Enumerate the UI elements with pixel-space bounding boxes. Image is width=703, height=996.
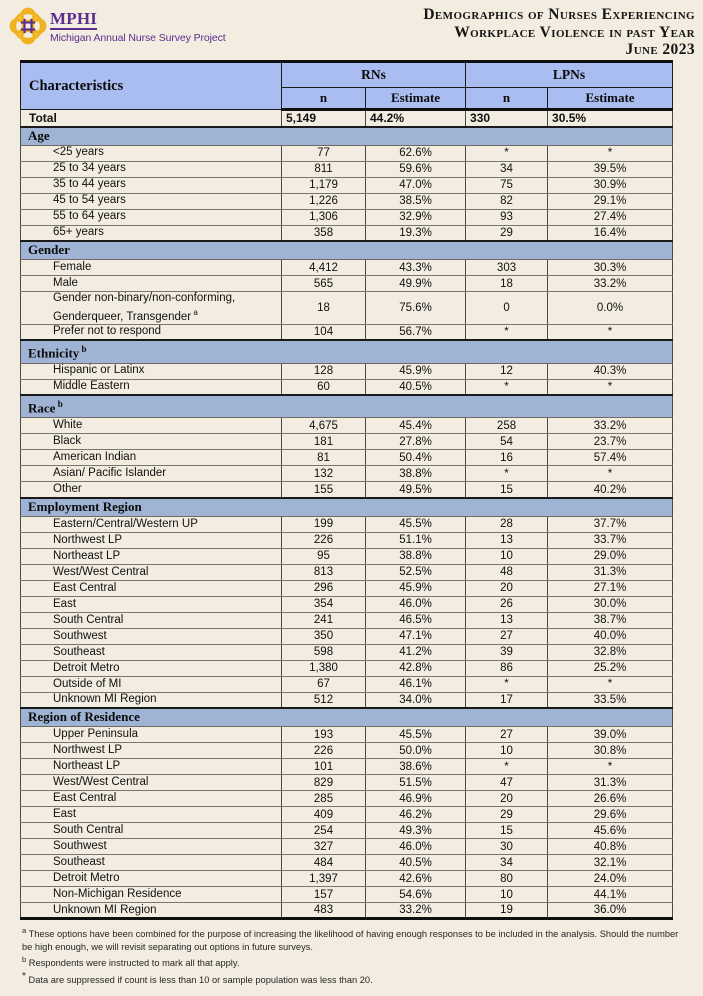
cell-rn-n: 1,179 <box>282 177 366 193</box>
table-row <box>21 580 673 596</box>
row-label: East <box>21 596 282 612</box>
footnote-text: Data are suppressed if count is less than 10 or sample population was less than 20. <box>25 974 373 985</box>
cell-lpn-n: 10 <box>466 887 548 903</box>
cell-rn-n: 1,306 <box>282 209 366 225</box>
cell-rn-n: 409 <box>282 807 366 823</box>
cell-lpn-estimate: 33.5% <box>548 692 673 708</box>
cell-lpn-estimate: * <box>548 379 673 395</box>
row-label: East <box>21 807 282 823</box>
cell-rn-estimate: 46.0% <box>366 596 466 612</box>
cell-rn-n: 60 <box>282 379 366 395</box>
cell-lpn-n: 29 <box>466 807 548 823</box>
row-label: Other <box>21 482 282 498</box>
cell-rn-n: 226 <box>282 532 366 548</box>
cell-lpn-estimate: 40.0% <box>548 628 673 644</box>
footnote <box>22 925 682 953</box>
cell-rn-n: 813 <box>282 564 366 580</box>
section-title: Gender <box>21 241 673 260</box>
cell-rn-estimate: 50.4% <box>366 450 466 466</box>
table-row <box>21 482 673 498</box>
cell-rn-n: 512 <box>282 692 366 708</box>
table-row <box>21 276 673 292</box>
footnote <box>22 954 682 970</box>
cell-lpn-n: 82 <box>466 193 548 209</box>
footnotes-block <box>22 925 682 987</box>
table-head <box>21 62 673 110</box>
row-label: 55 to 64 years <box>21 209 282 225</box>
cell-rn-n: 157 <box>282 887 366 903</box>
row-label: American Indian <box>21 450 282 466</box>
row-label: Outside of MI <box>21 676 282 692</box>
table-row <box>21 379 673 395</box>
cell-lpn-n: * <box>466 676 548 692</box>
footnote-marker: a <box>22 926 27 935</box>
cell-rn-estimate: 56.7% <box>366 324 466 340</box>
cell-rn-estimate: 54.6% <box>366 887 466 903</box>
cell-rn-estimate: 45.4% <box>366 418 466 434</box>
table-row <box>21 363 673 379</box>
cell-rn-estimate: 46.2% <box>366 807 466 823</box>
cell-rn-n: 67 <box>282 676 366 692</box>
table-row <box>21 692 673 708</box>
cell-lpn-n: 93 <box>466 209 548 225</box>
row-label: Hispanic or Latinx <box>21 363 282 379</box>
table-row <box>21 676 673 692</box>
page-title-line1: Demographics of Nurses Experiencing <box>423 6 695 23</box>
cell-rn-estimate: 34.0% <box>366 692 466 708</box>
cell-rn-estimate: 45.9% <box>366 363 466 379</box>
table-row <box>21 532 673 548</box>
table-row <box>21 450 673 466</box>
cell-rn-n: 829 <box>282 775 366 791</box>
row-label: Unknown MI Region <box>21 903 282 919</box>
cell-lpn-estimate: 31.3% <box>548 775 673 791</box>
cell-rn-estimate: 38.5% <box>366 193 466 209</box>
table-row <box>21 466 673 482</box>
cell-lpn-n: 27 <box>466 628 548 644</box>
cell-rn-n: 77 <box>282 145 366 161</box>
cell-rn-estimate: 33.2% <box>366 903 466 919</box>
cell-lpn-n: 75 <box>466 177 548 193</box>
cell-lpn-estimate: * <box>548 676 673 692</box>
mphi-knot-logo-icon <box>8 6 48 46</box>
cell-lpn-n: 30 <box>466 839 548 855</box>
page-title <box>423 7 695 58</box>
cell-lpn-estimate: 38.7% <box>548 612 673 628</box>
cell-lpn-estimate: 40.8% <box>548 839 673 855</box>
cell-lpn-estimate: 57.4% <box>548 450 673 466</box>
row-label: Northeast LP <box>21 548 282 564</box>
column-header-lpn-estimate: Estimate <box>548 88 673 110</box>
cell-lpn-estimate: 29.1% <box>548 193 673 209</box>
cell-lpn-estimate: 23.7% <box>548 434 673 450</box>
cell-lpn-estimate: 33.7% <box>548 532 673 548</box>
cell-lpn-n: 18 <box>466 276 548 292</box>
footnote-text: These options have been combined for the purpose of increasing the likelihood of having enough responses to be included in the analysis. Should the number be high enough, we will revisit separating out options in future surveys. <box>22 929 679 952</box>
cell-rn-n: 81 <box>282 450 366 466</box>
cell-lpn-estimate: 30.9% <box>548 177 673 193</box>
cell-rn-estimate: 42.8% <box>366 660 466 676</box>
table-section-header <box>21 127 673 146</box>
cell-lpn-n: 13 <box>466 532 548 548</box>
cell-rn-n: 4,675 <box>282 418 366 434</box>
cell-rn-estimate: 49.3% <box>366 823 466 839</box>
cell-lpn-estimate: 45.6% <box>548 823 673 839</box>
cell-lpn-estimate: 33.2% <box>548 276 673 292</box>
row-label: Asian/ Pacific Islander <box>21 466 282 482</box>
cell-rn-n: 199 <box>282 516 366 532</box>
footnote-text: Respondents were instructed to mark all that apply. <box>26 958 240 969</box>
cell-rn-n: 193 <box>282 727 366 743</box>
cell-rn-n: 132 <box>282 466 366 482</box>
row-label: Southeast <box>21 855 282 871</box>
table-row-total <box>21 110 673 127</box>
section-title: Age <box>21 127 673 146</box>
cell-rn-estimate: 52.5% <box>366 564 466 580</box>
section-title: Region of Residence <box>21 708 673 727</box>
table-row <box>21 145 673 161</box>
cell-lpn-n: 80 <box>466 871 548 887</box>
footnote <box>22 971 682 987</box>
cell-rn-estimate: 49.9% <box>366 276 466 292</box>
row-label: Detroit Metro <box>21 660 282 676</box>
cell-rn-n: 241 <box>282 612 366 628</box>
cell-lpn-estimate: 39.5% <box>548 161 673 177</box>
section-title: Ethnicity $^b$ <box>21 340 673 363</box>
cell-lpn-n: 20 <box>466 791 548 807</box>
table-section-header <box>21 498 673 517</box>
row-label: Eastern/Central/Western UP <box>21 516 282 532</box>
brand-text <box>50 6 226 44</box>
column-header-rn-estimate: Estimate <box>366 88 466 110</box>
cell-lpn-estimate: 31.3% <box>548 564 673 580</box>
cell-rn-n: 95 <box>282 548 366 564</box>
table-row <box>21 807 673 823</box>
row-label: <25 years <box>21 145 282 161</box>
row-label: South Central <box>21 612 282 628</box>
cell-lpn-estimate: 44.1% <box>548 887 673 903</box>
table-row <box>21 871 673 887</box>
brand-block <box>8 6 226 46</box>
cell-rn-n: 483 <box>282 903 366 919</box>
column-header-lpn-n: n <box>466 88 548 110</box>
cell-lpn-estimate: 29.6% <box>548 807 673 823</box>
cell-rn-estimate: 27.8% <box>366 434 466 450</box>
table-row <box>21 759 673 775</box>
cell-rn-n: 565 <box>282 276 366 292</box>
cell-lpn-n: 12 <box>466 363 548 379</box>
table-section-header <box>21 340 673 363</box>
cell-lpn-estimate: 30.5% <box>548 110 673 127</box>
cell-rn-n: 354 <box>282 596 366 612</box>
cell-lpn-estimate: 30.0% <box>548 596 673 612</box>
row-label: Detroit Metro <box>21 871 282 887</box>
row-label: Southwest <box>21 839 282 855</box>
cell-rn-n: 254 <box>282 823 366 839</box>
table-row <box>21 292 673 325</box>
cell-rn-estimate: 44.2% <box>366 110 466 127</box>
cell-lpn-estimate: 16.4% <box>548 225 673 241</box>
cell-rn-estimate: 62.6% <box>366 145 466 161</box>
cell-lpn-n: 26 <box>466 596 548 612</box>
cell-rn-estimate: 51.1% <box>366 532 466 548</box>
cell-lpn-n: 19 <box>466 903 548 919</box>
cell-lpn-n: 28 <box>466 516 548 532</box>
cell-lpn-n: 54 <box>466 434 548 450</box>
row-label: 45 to 54 years <box>21 193 282 209</box>
cell-lpn-n: 10 <box>466 743 548 759</box>
cell-lpn-n: 47 <box>466 775 548 791</box>
table-row <box>21 209 673 225</box>
row-label: Middle Eastern <box>21 379 282 395</box>
table-row <box>21 727 673 743</box>
cell-lpn-n: 34 <box>466 855 548 871</box>
row-label: Upper Peninsula <box>21 727 282 743</box>
cell-lpn-estimate: * <box>548 466 673 482</box>
row-label: South Central <box>21 823 282 839</box>
cell-lpn-n: 48 <box>466 564 548 580</box>
cell-rn-estimate: 50.0% <box>366 743 466 759</box>
cell-rn-n: 4,412 <box>282 260 366 276</box>
row-label: East Central <box>21 791 282 807</box>
cell-lpn-n: 16 <box>466 450 548 466</box>
cell-rn-n: 598 <box>282 644 366 660</box>
row-label: West/West Central <box>21 564 282 580</box>
page-title-line3: June 2023 <box>625 41 695 58</box>
cell-lpn-n: * <box>466 379 548 395</box>
table-row <box>21 743 673 759</box>
cell-lpn-n: 86 <box>466 660 548 676</box>
cell-lpn-estimate: * <box>548 324 673 340</box>
cell-lpn-n: 20 <box>466 580 548 596</box>
table-row <box>21 612 673 628</box>
row-label: Total <box>21 110 282 127</box>
cell-lpn-estimate: 32.8% <box>548 644 673 660</box>
cell-rn-estimate: 41.2% <box>366 644 466 660</box>
cell-lpn-n: * <box>466 759 548 775</box>
table-head-row-groups <box>21 62 673 88</box>
row-label: Northeast LP <box>21 759 282 775</box>
footnote-marker: * <box>22 970 26 982</box>
cell-lpn-estimate: 30.3% <box>548 260 673 276</box>
cell-rn-n: 358 <box>282 225 366 241</box>
section-footnote-marker: b <box>79 344 87 355</box>
cell-rn-estimate: 46.1% <box>366 676 466 692</box>
cell-lpn-estimate: 26.6% <box>548 791 673 807</box>
cell-lpn-n: 34 <box>466 161 548 177</box>
row-label: 25 to 34 years <box>21 161 282 177</box>
cell-rn-n: 101 <box>282 759 366 775</box>
cell-rn-n: 285 <box>282 791 366 807</box>
table-row <box>21 839 673 855</box>
row-label: Non-Michigan Residence <box>21 887 282 903</box>
cell-lpn-n: 15 <box>466 482 548 498</box>
row-label: Northwest LP <box>21 532 282 548</box>
cell-rn-estimate: 40.5% <box>366 855 466 871</box>
table-row <box>21 193 673 209</box>
cell-lpn-n: 330 <box>466 110 548 127</box>
cell-lpn-n: 29 <box>466 225 548 241</box>
cell-lpn-estimate: * <box>548 759 673 775</box>
demographics-table-container <box>20 60 672 920</box>
cell-rn-n: 128 <box>282 363 366 379</box>
cell-rn-estimate: 46.9% <box>366 791 466 807</box>
table-row <box>21 177 673 193</box>
row-label: East Central <box>21 580 282 596</box>
cell-rn-n: 350 <box>282 628 366 644</box>
table-body <box>21 110 673 919</box>
cell-lpn-n: * <box>466 466 548 482</box>
cell-rn-n: 226 <box>282 743 366 759</box>
row-label: Southwest <box>21 628 282 644</box>
cell-rn-n: 1,397 <box>282 871 366 887</box>
table-row <box>21 418 673 434</box>
section-title: Employment Region <box>21 498 673 517</box>
row-label: Unknown MI Region <box>21 692 282 708</box>
cell-lpn-n: * <box>466 145 548 161</box>
table-row <box>21 887 673 903</box>
cell-lpn-n: 258 <box>466 418 548 434</box>
cell-lpn-estimate: 32.1% <box>548 855 673 871</box>
section-footnote-marker: b <box>55 399 63 410</box>
row-label: Prefer not to respond <box>21 324 282 340</box>
row-label: Southeast <box>21 644 282 660</box>
cell-lpn-estimate: 33.2% <box>548 418 673 434</box>
table-row <box>21 260 673 276</box>
footnote-marker: b <box>22 955 27 965</box>
cell-rn-estimate: 42.6% <box>366 871 466 887</box>
row-label: West/West Central <box>21 775 282 791</box>
column-header-characteristics: Characteristics <box>21 62 282 110</box>
cell-lpn-n: 0 <box>466 292 548 325</box>
cell-lpn-n: 39 <box>466 644 548 660</box>
row-label: Female <box>21 260 282 276</box>
cell-rn-estimate: 45.5% <box>366 516 466 532</box>
page-title-line2: Workplace Violence in past Year <box>454 23 695 41</box>
cell-rn-estimate: 49.5% <box>366 482 466 498</box>
row-label: Northwest LP <box>21 743 282 759</box>
cell-rn-estimate: 46.0% <box>366 839 466 855</box>
cell-rn-estimate: 45.9% <box>366 580 466 596</box>
brand-tagline: Michigan Annual Nurse Survey Project <box>50 32 226 44</box>
cell-lpn-estimate: 29.0% <box>548 548 673 564</box>
cell-lpn-estimate: 30.8% <box>548 743 673 759</box>
table-section-header <box>21 708 673 727</box>
row-label: Gender non-binary/non-conforming, Genderqueer, Transgender $^a$ <box>21 292 282 325</box>
cell-rn-n: 18 <box>282 292 366 325</box>
cell-rn-n: 327 <box>282 839 366 855</box>
cell-lpn-n: 17 <box>466 692 548 708</box>
cell-lpn-estimate: 39.0% <box>548 727 673 743</box>
row-label: Black <box>21 434 282 450</box>
row-label: 35 to 44 years <box>21 177 282 193</box>
cell-lpn-estimate: 27.4% <box>548 209 673 225</box>
brand-acronym: MPHI <box>50 9 98 28</box>
cell-lpn-estimate: 27.1% <box>548 580 673 596</box>
cell-rn-estimate: 38.8% <box>366 548 466 564</box>
cell-rn-estimate: 51.5% <box>366 775 466 791</box>
cell-rn-n: 181 <box>282 434 366 450</box>
cell-lpn-n: 13 <box>466 612 548 628</box>
row-label: White <box>21 418 282 434</box>
cell-rn-estimate: 46.5% <box>366 612 466 628</box>
cell-lpn-estimate: 40.2% <box>548 482 673 498</box>
cell-lpn-estimate: * <box>548 145 673 161</box>
cell-rn-estimate: 38.8% <box>366 466 466 482</box>
cell-lpn-n: 10 <box>466 548 548 564</box>
demographics-table <box>20 60 673 920</box>
cell-rn-estimate: 45.5% <box>366 727 466 743</box>
table-section-header <box>21 395 673 418</box>
page-header <box>0 0 703 58</box>
cell-rn-estimate: 75.6% <box>366 292 466 325</box>
row-footnote-marker: a <box>191 307 198 317</box>
table-row <box>21 434 673 450</box>
table-row <box>21 161 673 177</box>
table-row <box>21 791 673 807</box>
cell-rn-estimate: 40.5% <box>366 379 466 395</box>
table-row <box>21 823 673 839</box>
cell-rn-estimate: 38.6% <box>366 759 466 775</box>
cell-rn-n: 1,226 <box>282 193 366 209</box>
row-label: 65+ years <box>21 225 282 241</box>
cell-rn-n: 1,380 <box>282 660 366 676</box>
cell-rn-estimate: 59.6% <box>366 161 466 177</box>
table-row <box>21 855 673 871</box>
cell-lpn-n: * <box>466 324 548 340</box>
cell-rn-estimate: 43.3% <box>366 260 466 276</box>
cell-rn-estimate: 32.9% <box>366 209 466 225</box>
column-header-rn-n: n <box>282 88 366 110</box>
table-row <box>21 628 673 644</box>
table-row <box>21 903 673 919</box>
column-group-header-lpns: LPNs <box>466 62 673 88</box>
cell-lpn-estimate: 40.3% <box>548 363 673 379</box>
cell-rn-n: 5,149 <box>282 110 366 127</box>
table-row <box>21 548 673 564</box>
cell-lpn-estimate: 37.7% <box>548 516 673 532</box>
table-row <box>21 644 673 660</box>
cell-lpn-estimate: 25.2% <box>548 660 673 676</box>
cell-rn-estimate: 47.1% <box>366 628 466 644</box>
cell-rn-n: 811 <box>282 161 366 177</box>
table-row <box>21 516 673 532</box>
cell-lpn-estimate: 0.0% <box>548 292 673 325</box>
cell-lpn-n: 27 <box>466 727 548 743</box>
table-row <box>21 324 673 340</box>
table-row <box>21 596 673 612</box>
cell-lpn-n: 15 <box>466 823 548 839</box>
cell-rn-n: 155 <box>282 482 366 498</box>
cell-rn-n: 104 <box>282 324 366 340</box>
table-row <box>21 564 673 580</box>
cell-rn-estimate: 19.3% <box>366 225 466 241</box>
table-row <box>21 660 673 676</box>
section-title: Race $^b$ <box>21 395 673 418</box>
column-group-header-rns: RNs <box>282 62 466 88</box>
cell-lpn-estimate: 24.0% <box>548 871 673 887</box>
cell-rn-estimate: 47.0% <box>366 177 466 193</box>
table-row <box>21 775 673 791</box>
row-label: Male <box>21 276 282 292</box>
cell-lpn-n: 303 <box>466 260 548 276</box>
table-section-header <box>21 241 673 260</box>
cell-lpn-estimate: 36.0% <box>548 903 673 919</box>
cell-rn-n: 296 <box>282 580 366 596</box>
cell-rn-n: 484 <box>282 855 366 871</box>
table-row <box>21 225 673 241</box>
